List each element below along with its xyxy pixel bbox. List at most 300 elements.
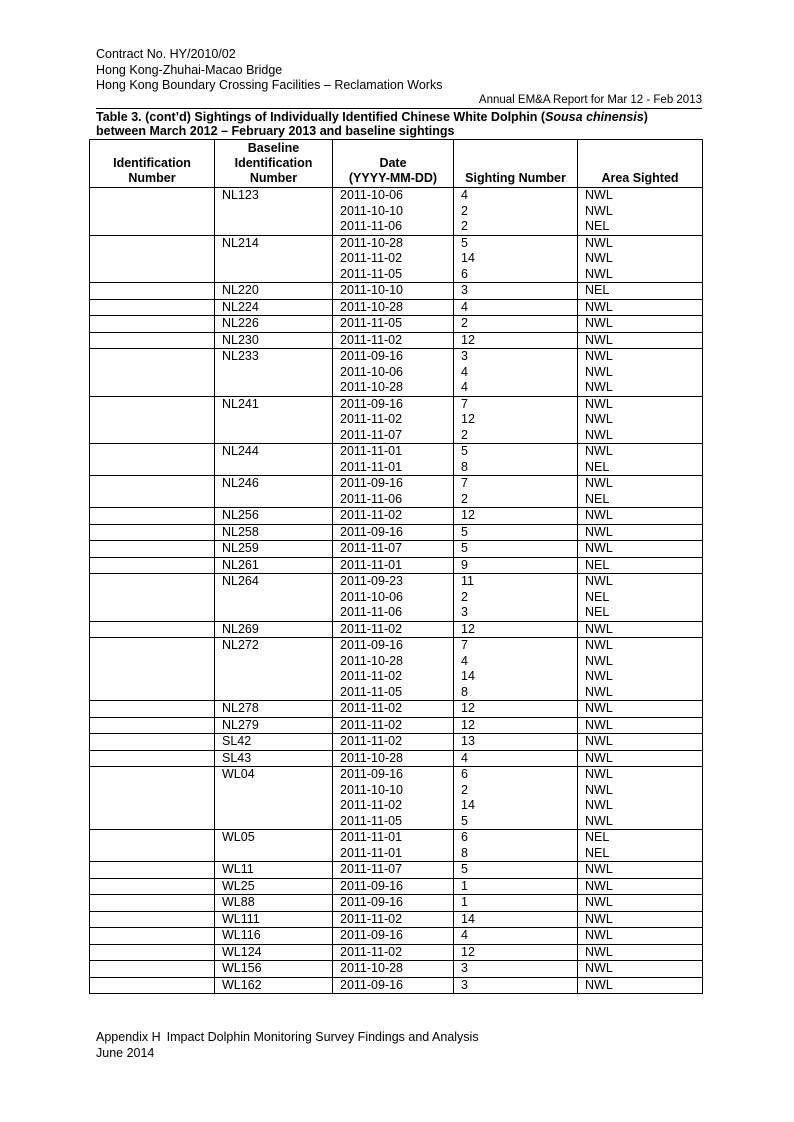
area-sighted-cell: NWL [578,251,703,267]
date-cell: 2011-10-10 [333,204,454,220]
date-cell: 2011-09-16 [333,928,454,945]
sighting-number-cell: 4 [454,750,578,767]
baseline-id-cell: WL111 [215,911,333,928]
header-area-sighted: Area Sighted [578,140,703,188]
baseline-id-cell [215,814,333,830]
area-sighted-cell: NWL [578,188,703,204]
id-cell [90,444,215,460]
sighting-number-cell: 4 [454,365,578,381]
sighting-number-cell: 3 [454,283,578,300]
area-sighted-cell: NWL [578,654,703,670]
caption-line-1 [96,110,702,124]
id-cell [90,251,215,267]
area-sighted-cell: NEL [578,846,703,862]
table-row [90,814,703,830]
baseline-id-cell: WL25 [215,878,333,895]
area-sighted-cell: NEL [578,605,703,621]
baseline-id-cell: NL226 [215,316,333,333]
area-sighted-cell: NWL [578,961,703,978]
id-cell [90,814,215,830]
sighting-number-cell: 5 [454,235,578,251]
table-row [90,251,703,267]
table-row [90,541,703,558]
baseline-id-cell: NL233 [215,349,333,365]
baseline-id-cell: NL261 [215,557,333,574]
table-row [90,349,703,365]
area-sighted-cell: NWL [578,798,703,814]
table-row [90,316,703,333]
table-row [90,574,703,590]
date-cell: 2011-11-06 [333,605,454,621]
baseline-id-cell [215,669,333,685]
table-row [90,235,703,251]
area-sighted-cell: NWL [578,977,703,994]
table-row [90,508,703,525]
area-sighted-cell: NWL [578,878,703,895]
id-cell [90,557,215,574]
table-row [90,911,703,928]
date-cell: 2011-11-05 [333,267,454,283]
date-cell: 2011-11-07 [333,862,454,879]
id-cell [90,541,215,558]
sighting-number-cell: 3 [454,961,578,978]
date-cell: 2011-11-02 [333,332,454,349]
table-row [90,267,703,283]
baseline-id-cell: WL04 [215,767,333,783]
area-sighted-cell: NWL [578,204,703,220]
id-cell [90,911,215,928]
area-sighted-cell: NWL [578,267,703,283]
id-cell [90,492,215,508]
id-cell [90,798,215,814]
caption-suffix: ) [643,110,648,124]
date-cell: 2011-11-06 [333,492,454,508]
baseline-id-cell [215,251,333,267]
table-row [90,638,703,654]
area-sighted-cell: NWL [578,862,703,879]
table-row [90,605,703,621]
table-header-row [90,140,703,188]
table-row [90,734,703,751]
table-row [90,204,703,220]
id-cell [90,365,215,381]
table-row [90,862,703,879]
id-cell [90,332,215,349]
sighting-number-cell: 5 [454,444,578,460]
area-sighted-cell: NWL [578,783,703,799]
date-cell: 2011-11-01 [333,830,454,846]
area-sighted-cell: NWL [578,396,703,412]
date-cell: 2011-10-28 [333,750,454,767]
date-cell: 2011-09-16 [333,396,454,412]
baseline-id-cell [215,204,333,220]
baseline-id-cell [215,460,333,476]
sighting-number-cell: 4 [454,380,578,396]
area-sighted-cell: NWL [578,299,703,316]
sighting-number-cell: 8 [454,685,578,701]
sighting-number-cell: 2 [454,204,578,220]
baseline-id-cell [215,783,333,799]
date-cell: 2011-11-01 [333,557,454,574]
table-body [90,188,703,994]
baseline-id-cell: NL244 [215,444,333,460]
id-cell [90,717,215,734]
baseline-id-cell: NL269 [215,621,333,638]
baseline-id-cell: NL220 [215,283,333,300]
id-cell [90,977,215,994]
area-sighted-cell: NWL [578,412,703,428]
date-cell: 2011-11-02 [333,911,454,928]
id-cell [90,928,215,945]
id-cell [90,476,215,492]
sighting-number-cell: 5 [454,814,578,830]
sighting-number-cell: 6 [454,767,578,783]
date-cell: 2011-11-06 [333,219,454,235]
sighting-number-cell: 7 [454,476,578,492]
sighting-number-cell: 7 [454,638,578,654]
baseline-id-cell [215,412,333,428]
id-cell [90,605,215,621]
area-sighted-cell: NEL [578,590,703,606]
header-divider [96,108,702,109]
sighting-number-cell: 12 [454,944,578,961]
baseline-id-cell: NL279 [215,717,333,734]
sighting-number-cell: 3 [454,605,578,621]
area-sighted-cell: NWL [578,235,703,251]
date-cell: 2011-09-16 [333,349,454,365]
sighting-number-cell: 12 [454,701,578,718]
baseline-id-cell: NL214 [215,235,333,251]
table-row [90,412,703,428]
document-footer [96,1030,479,1061]
sighting-number-cell: 4 [454,928,578,945]
baseline-id-cell [215,380,333,396]
id-cell [90,283,215,300]
sighting-number-cell: 1 [454,895,578,912]
sighting-number-cell: 7 [454,396,578,412]
baseline-id-cell: WL162 [215,977,333,994]
date-cell: 2011-11-02 [333,798,454,814]
table-row [90,188,703,204]
date-cell: 2011-09-16 [333,524,454,541]
area-sighted-cell: NWL [578,734,703,751]
area-sighted-cell: NEL [578,830,703,846]
id-cell [90,396,215,412]
id-cell [90,412,215,428]
date-cell: 2011-11-02 [333,944,454,961]
area-sighted-cell: NWL [578,316,703,333]
area-sighted-cell: NWL [578,428,703,444]
sighting-number-cell: 4 [454,188,578,204]
baseline-id-cell [215,590,333,606]
id-cell [90,428,215,444]
id-cell [90,349,215,365]
baseline-id-cell: NL246 [215,476,333,492]
sighting-number-cell: 14 [454,798,578,814]
area-sighted-cell: NEL [578,460,703,476]
table-row [90,961,703,978]
id-cell [90,508,215,525]
sighting-number-cell: 14 [454,911,578,928]
area-sighted-cell: NWL [578,750,703,767]
date-cell: 2011-11-02 [333,412,454,428]
document-header [96,47,442,94]
sighting-number-cell: 3 [454,977,578,994]
sighting-number-cell: 12 [454,412,578,428]
id-cell [90,299,215,316]
area-sighted-cell: NWL [578,669,703,685]
date-cell: 2011-11-05 [333,814,454,830]
header-date: Date (YYYY-MM-DD) [333,140,454,188]
header-identification-number: Identification Number [90,140,215,188]
table-row [90,283,703,300]
footer-title: Impact Dolphin Monitoring Survey Findings and Analysis [166,1030,479,1044]
area-sighted-cell: NWL [578,895,703,912]
header-baseline-identification-number: Baseline Identification Number [215,140,333,188]
date-cell: 2011-11-01 [333,846,454,862]
id-cell [90,846,215,862]
baseline-id-cell: WL88 [215,895,333,912]
table-row [90,717,703,734]
baseline-id-cell: WL156 [215,961,333,978]
date-cell: 2011-10-06 [333,590,454,606]
baseline-id-cell [215,365,333,381]
date-cell: 2011-11-02 [333,669,454,685]
date-cell: 2011-11-07 [333,428,454,444]
date-cell: 2011-11-02 [333,508,454,525]
project-name: Hong Kong-Zhuhai-Macao Bridge [96,62,283,77]
id-cell [90,878,215,895]
baseline-id-cell: NL123 [215,188,333,204]
sighting-number-cell: 6 [454,830,578,846]
date-cell: 2011-10-10 [333,283,454,300]
table-row [90,895,703,912]
date-cell: 2011-11-07 [333,541,454,558]
baseline-id-cell: WL11 [215,862,333,879]
sighting-number-cell: 4 [454,299,578,316]
id-cell [90,862,215,879]
date-cell: 2011-09-16 [333,767,454,783]
area-sighted-cell: NWL [578,332,703,349]
table-row [90,669,703,685]
table-row [90,750,703,767]
table-row [90,685,703,701]
sighting-number-cell: 2 [454,219,578,235]
table-row [90,219,703,235]
id-cell [90,895,215,912]
id-cell [90,524,215,541]
baseline-id-cell [215,685,333,701]
date-cell: 2011-11-02 [333,734,454,751]
sighting-number-cell: 2 [454,492,578,508]
table-row [90,767,703,783]
table-row [90,830,703,846]
date-cell: 2011-10-06 [333,188,454,204]
footer-appendix-line [96,1030,479,1046]
id-cell [90,830,215,846]
sightings-table [89,139,703,994]
baseline-id-cell [215,654,333,670]
baseline-id-cell: NL258 [215,524,333,541]
area-sighted-cell: NWL [578,621,703,638]
area-sighted-cell: NWL [578,944,703,961]
id-cell [90,204,215,220]
baseline-id-cell: SL42 [215,734,333,751]
date-cell: 2011-11-02 [333,701,454,718]
sighting-number-cell: 2 [454,428,578,444]
area-sighted-cell: NWL [578,911,703,928]
area-sighted-cell: NWL [578,508,703,525]
baseline-id-cell [215,846,333,862]
table-row [90,460,703,476]
caption-prefix: Table 3. (cont’d) Sightings of Individually Identified Chinese White Dolphin ( [96,110,546,124]
table-row [90,977,703,994]
date-cell: 2011-11-05 [333,316,454,333]
id-cell [90,961,215,978]
baseline-id-cell: NL278 [215,701,333,718]
area-sighted-cell: NWL [578,685,703,701]
baseline-id-cell: NL241 [215,396,333,412]
table-row [90,621,703,638]
area-sighted-cell: NWL [578,444,703,460]
table-row [90,444,703,460]
table-row [90,332,703,349]
date-cell: 2011-10-28 [333,380,454,396]
date-cell: 2011-11-02 [333,717,454,734]
id-cell [90,621,215,638]
area-sighted-cell: NWL [578,476,703,492]
table-row [90,783,703,799]
baseline-id-cell: NL256 [215,508,333,525]
id-cell [90,219,215,235]
date-cell: 2011-11-05 [333,685,454,701]
baseline-id-cell: WL05 [215,830,333,846]
date-cell: 2011-09-16 [333,977,454,994]
area-sighted-cell: NWL [578,767,703,783]
sighting-number-cell: 2 [454,590,578,606]
table-row [90,798,703,814]
date-cell: 2011-10-28 [333,235,454,251]
baseline-id-cell: NL272 [215,638,333,654]
table-row [90,878,703,895]
date-cell: 2011-09-16 [333,476,454,492]
table-row [90,476,703,492]
sighting-number-cell: 14 [454,251,578,267]
id-cell [90,669,215,685]
sighting-number-cell: 13 [454,734,578,751]
date-cell: 2011-10-28 [333,299,454,316]
baseline-id-cell: NL224 [215,299,333,316]
sighting-number-cell: 12 [454,621,578,638]
baseline-id-cell [215,605,333,621]
date-cell: 2011-10-28 [333,961,454,978]
footer-appendix: Appendix H [96,1030,161,1044]
date-cell: 2011-09-16 [333,638,454,654]
id-cell [90,767,215,783]
baseline-id-cell: NL259 [215,541,333,558]
area-sighted-cell: NWL [578,380,703,396]
id-cell [90,944,215,961]
id-cell [90,380,215,396]
baseline-id-cell: NL264 [215,574,333,590]
sighting-number-cell: 4 [454,654,578,670]
date-cell: 2011-10-28 [333,654,454,670]
area-sighted-cell: NEL [578,283,703,300]
id-cell [90,235,215,251]
table-row [90,590,703,606]
area-sighted-cell: NWL [578,365,703,381]
date-cell: 2011-09-16 [333,878,454,895]
contract-number: Contract No. HY/2010/02 [96,47,236,61]
area-sighted-cell: NWL [578,701,703,718]
area-sighted-cell: NWL [578,524,703,541]
id-cell [90,750,215,767]
table-row [90,380,703,396]
sighting-number-cell: 2 [454,316,578,333]
sighting-number-cell: 8 [454,846,578,862]
id-cell [90,460,215,476]
area-sighted-cell: NWL [578,928,703,945]
sighting-number-cell: 12 [454,332,578,349]
table-row [90,928,703,945]
area-sighted-cell: NWL [578,814,703,830]
caption-line-2: between March 2012 – February 2013 and baseline sightings [96,124,455,138]
table-row [90,557,703,574]
table-row [90,492,703,508]
table-row [90,846,703,862]
table-row [90,944,703,961]
area-sighted-cell: NWL [578,541,703,558]
report-title: Annual EM&A Report for Mar 12 - Feb 2013 [478,94,702,106]
id-cell [90,267,215,283]
date-cell: 2011-11-01 [333,460,454,476]
area-sighted-cell: NWL [578,349,703,365]
baseline-id-cell: NL230 [215,332,333,349]
id-cell [90,734,215,751]
area-sighted-cell: NWL [578,717,703,734]
sighting-number-cell: 3 [454,349,578,365]
table-caption [96,110,702,138]
sighting-number-cell: 5 [454,541,578,558]
table-row [90,701,703,718]
date-cell: 2011-10-06 [333,365,454,381]
footer-date: June 2014 [96,1045,155,1060]
baseline-id-cell [215,219,333,235]
baseline-id-cell [215,267,333,283]
table-row [90,365,703,381]
area-sighted-cell: NWL [578,638,703,654]
sighting-number-cell: 8 [454,460,578,476]
baseline-id-cell [215,428,333,444]
baseline-id-cell: WL124 [215,944,333,961]
baseline-id-cell: WL116 [215,928,333,945]
date-cell: 2011-11-01 [333,444,454,460]
date-cell: 2011-11-02 [333,251,454,267]
works-name: Hong Kong Boundary Crossing Facilities – Reclamation Works [96,78,443,92]
sighting-number-cell: 9 [454,557,578,574]
area-sighted-cell: NEL [578,557,703,574]
sighting-number-cell: 1 [454,878,578,895]
date-cell: 2011-10-10 [333,783,454,799]
date-cell: 2011-09-23 [333,574,454,590]
id-cell [90,590,215,606]
sighting-number-cell: 12 [454,508,578,525]
id-cell [90,574,215,590]
id-cell [90,188,215,204]
sighting-number-cell: 12 [454,717,578,734]
sighting-number-cell: 11 [454,574,578,590]
sighting-number-cell: 2 [454,783,578,799]
